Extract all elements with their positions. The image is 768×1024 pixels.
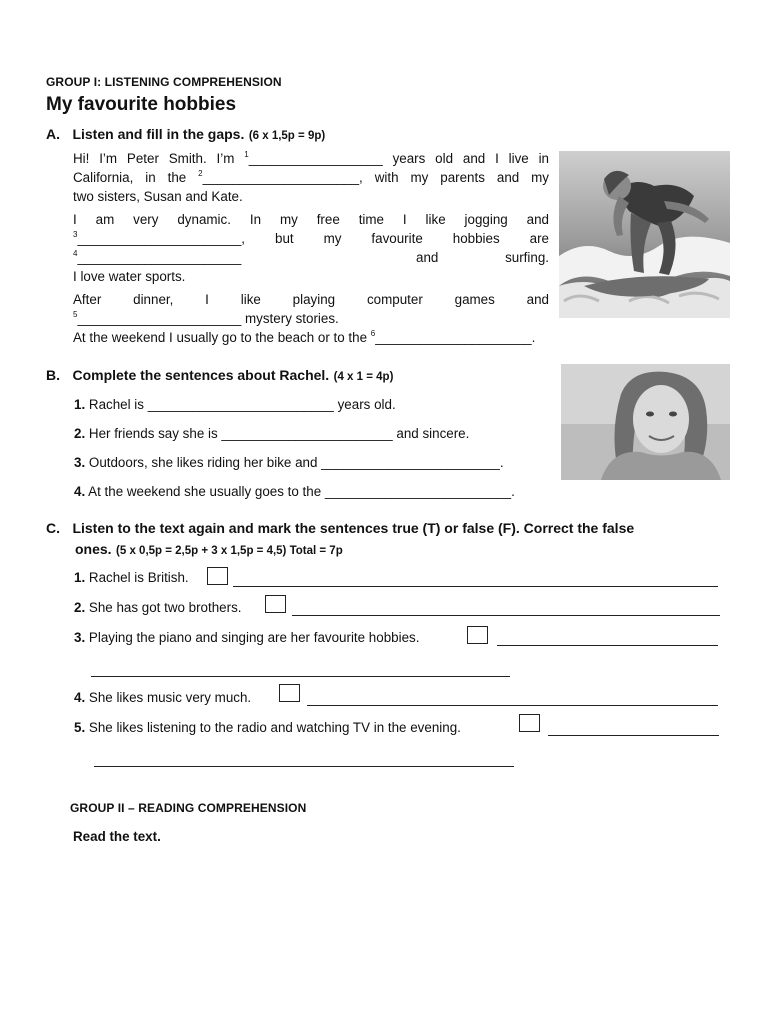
gap-line: Hi! I’m Peter Smith. I’m $^1$__________________ years old and I live in (73, 149, 549, 166)
gap-2[interactable]: _____________________ (202, 170, 360, 185)
section-c-heading-line2 (75, 541, 343, 559)
gap-line: $^4$______________________ and surfing. (73, 248, 549, 265)
tf-checkbox[interactable] (519, 714, 540, 732)
score: (4 x 1 = 4p) (333, 371, 394, 383)
section-a-text (73, 149, 549, 347)
section-title: Listen and fill in the gaps. (72, 126, 245, 142)
answer-line[interactable] (548, 735, 719, 736)
gap-line: California, in the $^2$_____________________, with my parents and my (73, 168, 550, 185)
list-item: 3. Playing the piano and singing are her favourite hobbies. (74, 630, 420, 645)
tf-checkbox[interactable] (207, 567, 228, 585)
tf-checkbox[interactable] (279, 684, 300, 702)
text-line: I am very dynamic. In my free time I like jogging and (73, 212, 549, 227)
section-b-heading (46, 367, 393, 385)
fill-gap[interactable]: _________________________ (324, 484, 512, 499)
list-item: 5. She likes listening to the radio and watching TV in the evening. (74, 720, 461, 735)
section-title: ones. (75, 541, 112, 557)
gap-line: At the weekend I usually go to the beach or to the $^6$_____________________. (73, 328, 536, 345)
section-a-heading (46, 126, 325, 144)
text-line: two sisters, Susan and Kate. (73, 189, 243, 204)
fill-gap[interactable]: ________________________ (321, 455, 500, 470)
fill-gap[interactable]: _______________________ (221, 426, 393, 441)
instruction: Read the text. (73, 829, 161, 844)
group-title: GROUP II – READING COMPREHENSION (70, 801, 307, 815)
surfer-photo (559, 151, 730, 318)
list-item: 4. She likes music very much. (74, 690, 252, 705)
gap-3[interactable]: ______________________ (77, 231, 242, 246)
text-line: I love water sports. (73, 269, 186, 284)
answer-line[interactable] (91, 676, 510, 677)
list-item: 1. Rachel is British. (74, 570, 189, 585)
text-line: After dinner, I like playing computer games and (73, 292, 549, 307)
section-title: Complete the sentences about Rachel. (72, 367, 330, 383)
fill-gap[interactable]: _________________________ (147, 397, 334, 412)
section-title: Listen to the text again and mark the sentences true (T) or false (F). Correct the false (72, 520, 635, 536)
list-item: 2. She has got two brothers. (74, 600, 242, 615)
score: (6 x 1,5p = 9p) (248, 130, 326, 142)
list-item: 1. Rachel is _________________________ years old. (74, 397, 396, 412)
answer-line[interactable] (233, 586, 718, 587)
page-title: My favourite hobbies (46, 94, 237, 115)
answer-line[interactable] (307, 705, 718, 706)
gap-6[interactable]: _____________________ (375, 330, 532, 345)
answer-line[interactable] (497, 645, 718, 646)
gap-line: $^5$______________________ mystery stories. (73, 309, 339, 326)
tf-checkbox[interactable] (265, 595, 286, 613)
gap-4[interactable]: ______________________ (77, 250, 242, 265)
section-letter: C. (46, 520, 60, 536)
gap-5[interactable]: ______________________ (77, 311, 242, 326)
girl-portrait-photo (561, 364, 730, 480)
answer-line[interactable] (94, 766, 514, 767)
section-letter: B. (46, 367, 60, 383)
list-item: 4. At the weekend she usually goes to the _________________________. (74, 484, 515, 499)
score: (5 x 0,5p = 2,5p + 3 x 1,5p = 4,5) Total = 7p (116, 545, 343, 557)
list-item: 2. Her friends say she is _______________________ and sincere. (74, 426, 470, 441)
tf-checkbox[interactable] (467, 626, 488, 644)
group-title: GROUP I: LISTENING COMPREHENSION (46, 75, 282, 89)
list-item: 3. Outdoors, she likes riding her bike and ________________________. (74, 455, 504, 470)
section-letter: A. (46, 126, 60, 142)
gap-line: $^3$______________________, but my favourite hobbies are (73, 229, 549, 246)
section-c-heading (46, 520, 634, 538)
gap-1[interactable]: __________________ (248, 151, 383, 166)
answer-line[interactable] (292, 615, 720, 616)
